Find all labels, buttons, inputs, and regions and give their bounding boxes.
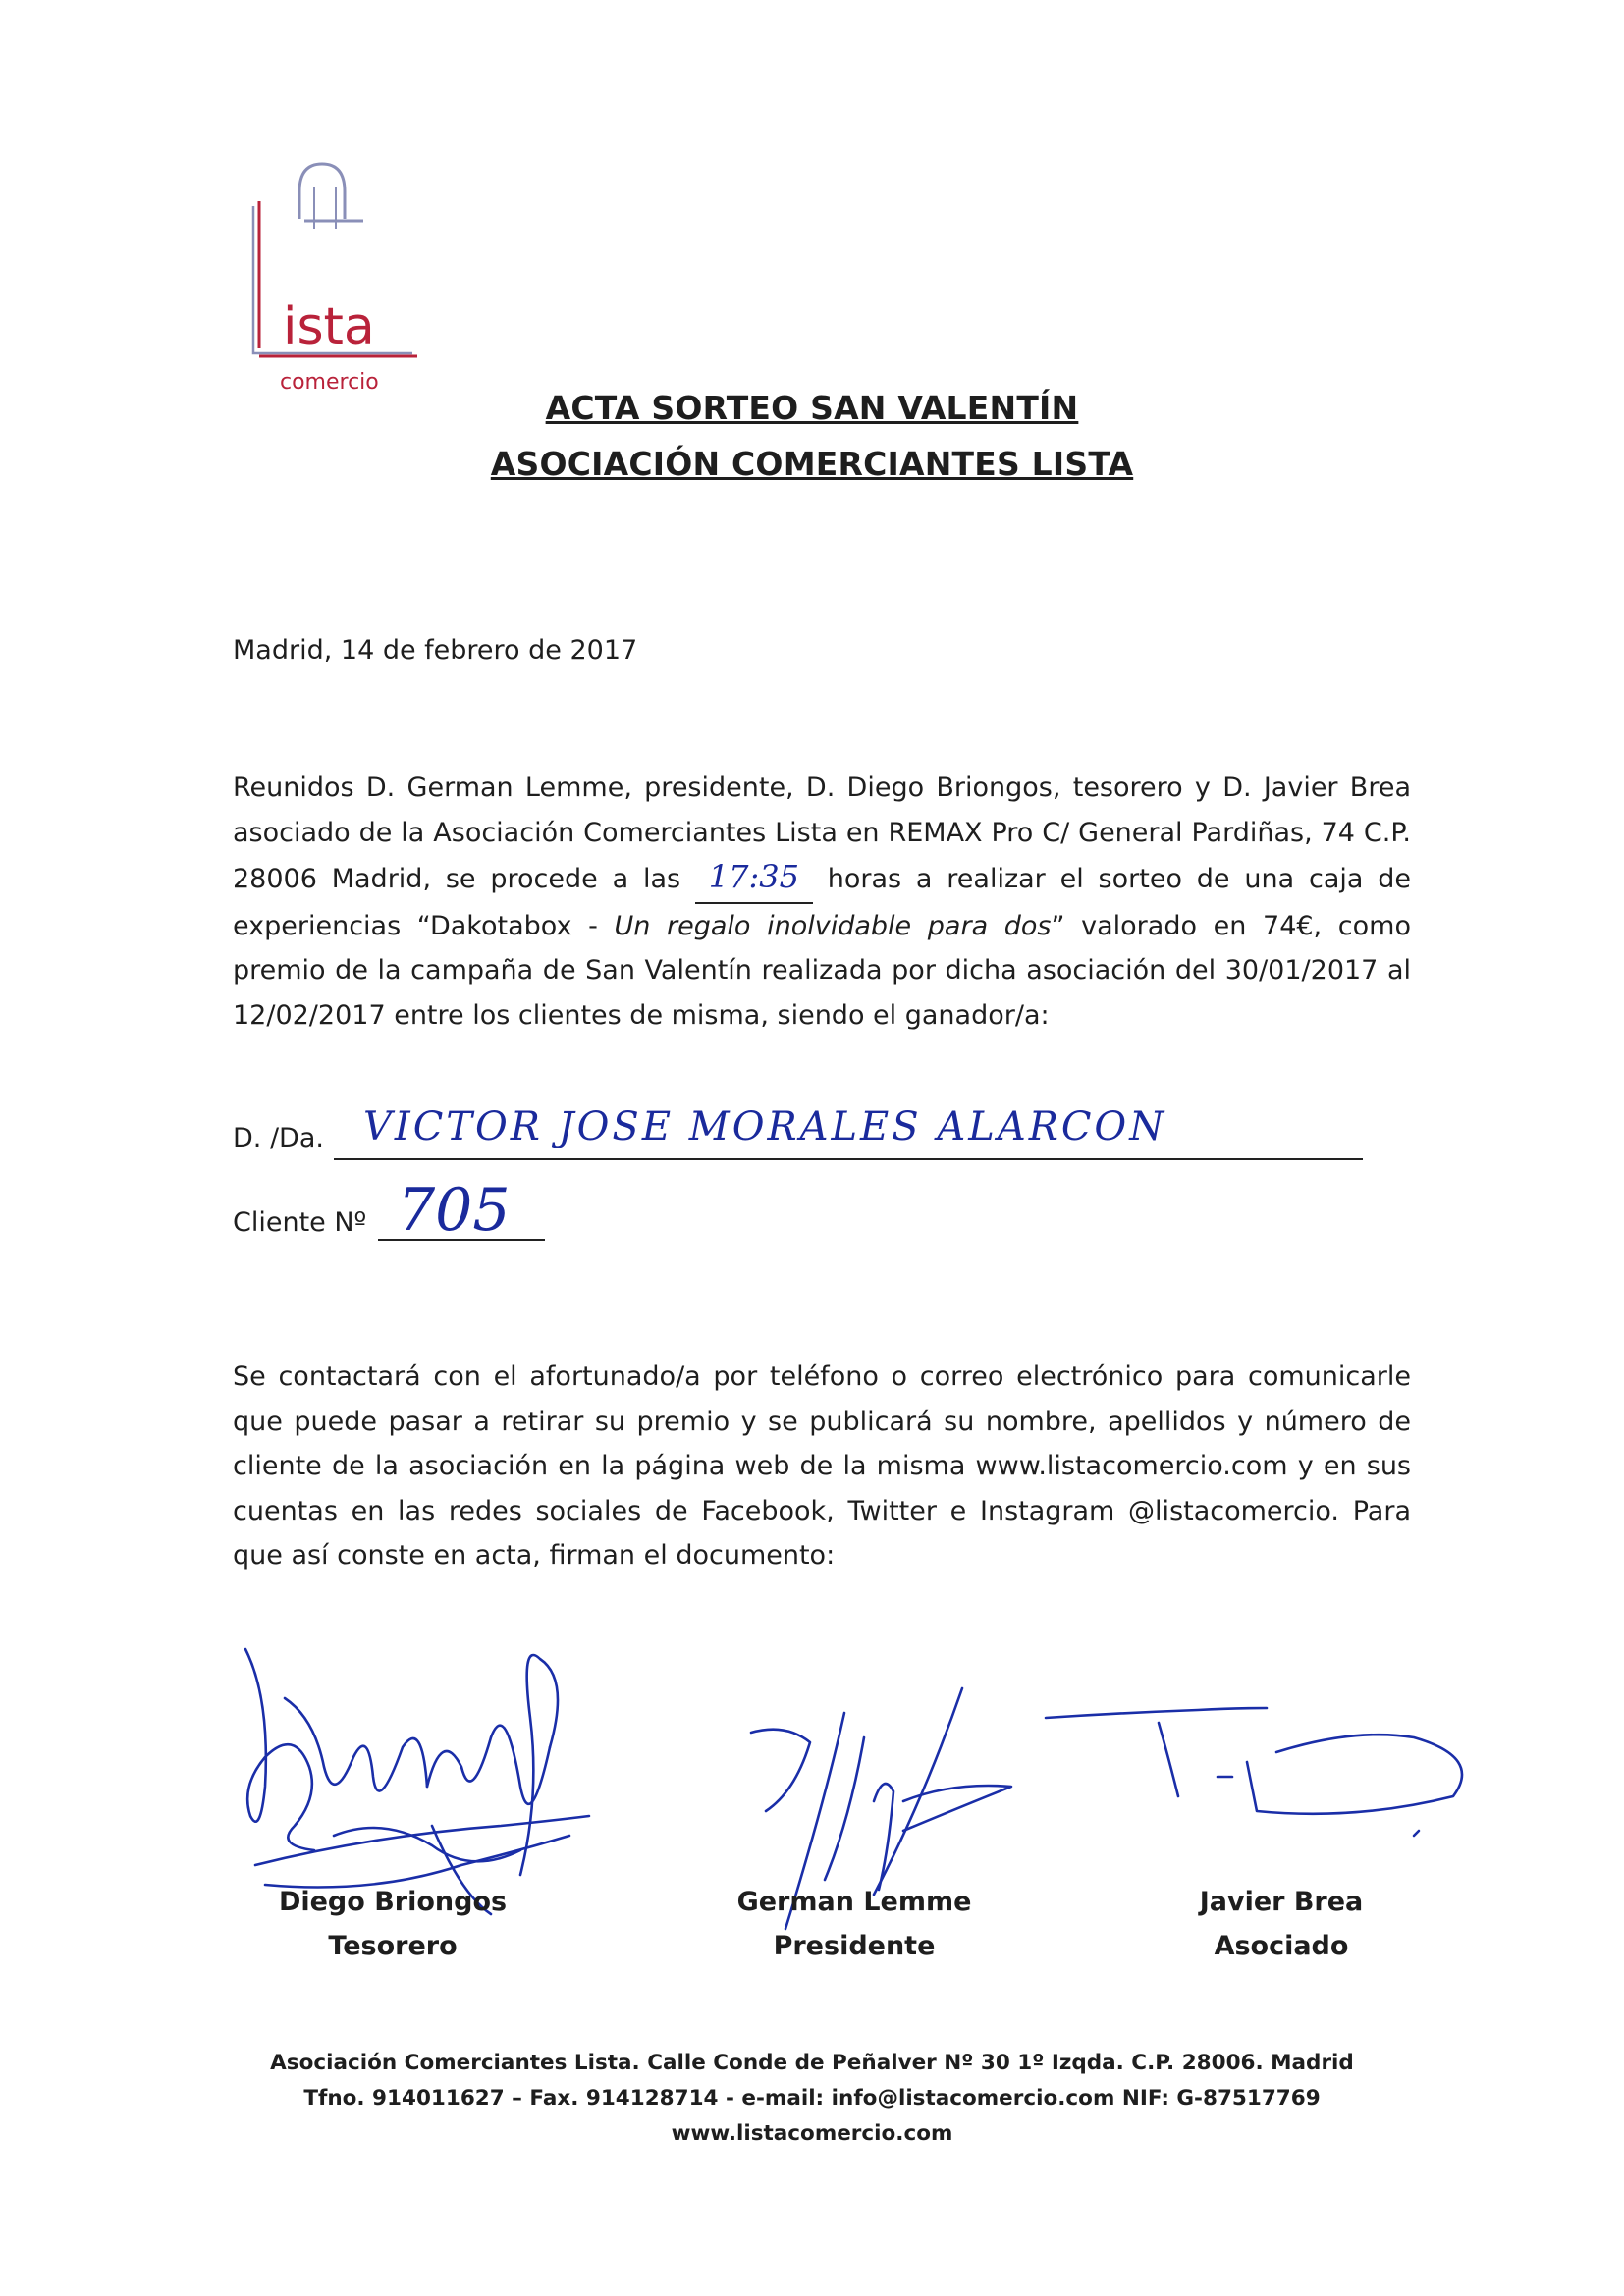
time-handwritten: 17:35 xyxy=(708,858,800,895)
paragraph-intro-part1: Reunidos D. German Lemme, presidente, D. Diego Briongos, tesorero y D. Javier Brea asociado de la Asociación Comerciantes Lista en REMAX Pro C/ General Pardiñas, 74 C.P. 28006 Madrid, se procede a las xyxy=(233,773,1411,894)
logo xyxy=(245,152,422,407)
winner-label: D. /Da. xyxy=(233,1123,324,1153)
title-line-2: ASOCIACIÓN COMERCIANTES LISTA xyxy=(490,445,1134,483)
logo-word: ista xyxy=(283,297,375,356)
logo-mark xyxy=(245,152,422,407)
winner-name-handwritten: VICTOR JOSE MORALES ALARCON xyxy=(363,1104,1167,1149)
time-field xyxy=(695,855,813,904)
paragraph-intro-italic: Un regalo inolvidable para dos xyxy=(614,910,1052,941)
title-line-1: ACTA SORTEO SAN VALENTÍN xyxy=(545,389,1079,427)
footer-website: www.listacomercio.com xyxy=(671,2121,953,2146)
footer-contact: Tfno. 914011627 – Fax. 914128714 - e-mail: info@listacomercio.com NIF: G-87517769 xyxy=(303,2086,1321,2110)
paragraph-intro-part2: horas a realizar el sorteo de una caja de experiencias “Dakotabox - xyxy=(233,864,1411,941)
signatory-1-role: Tesorero xyxy=(328,1931,458,1961)
paragraph-intro xyxy=(233,766,1411,1038)
paragraph-contact: Se contactará con el afortunado/a por teléfono o correo electrónico para comunicarle que puede pasar a retirar su premio y se publicará su nombre, apellidos y número de cliente de la asociación en la página web de la misma www.listacomercio.com y en sus cuentas en las redes sociales de Facebook, Twitter e Instagram @listacomercio. Para que así conste en acta, firman el documento: xyxy=(233,1362,1411,1571)
client-label: Cliente Nº xyxy=(233,1207,367,1238)
signatory-2-role: Presidente xyxy=(773,1931,936,1961)
signatory-2-name: German Lemme xyxy=(736,1887,972,1917)
paragraph-intro-part3: ” valorado en 74€, como premio de la campaña de San Valentín realizada por dicha asociación del 30/01/2017 al 12/02/2017 entre los clientes de misma, siendo el ganador/a: xyxy=(233,910,1411,1031)
footer-address: Asociación Comerciantes Lista. Calle Conde de Peñalver Nº 30 1º Izqda. C.P. 28006. Madrid xyxy=(270,2051,1354,2075)
date-line: Madrid, 14 de febrero de 2017 xyxy=(233,635,638,666)
signature-javier xyxy=(1041,1688,1473,1855)
footer xyxy=(0,2046,1624,2152)
signatory-3-role: Asociado xyxy=(1214,1931,1349,1961)
winner-line xyxy=(334,1158,1363,1160)
client-number-handwritten: 705 xyxy=(398,1176,511,1245)
logo-sub: comercio xyxy=(280,370,379,395)
signatory-1-name: Diego Briongos xyxy=(278,1887,508,1917)
signatory-3-name: Javier Brea xyxy=(1199,1887,1364,1917)
